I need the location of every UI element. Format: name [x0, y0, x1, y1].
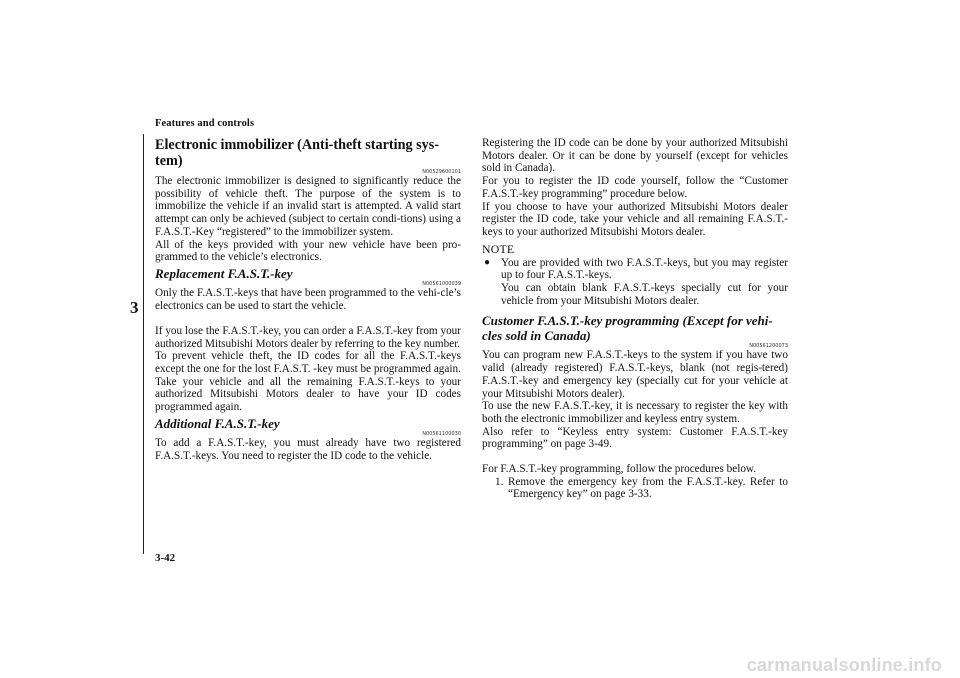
watermark: carmanualsonline.info: [746, 655, 942, 675]
customer-programming-code: N00561200073: [749, 343, 788, 350]
heading-code: N00529600101: [422, 169, 461, 175]
immobilizer-heading: Electronic immobilizer (Anti-theft starting sys- tem): [155, 137, 439, 169]
note-line-2: You can obtain blank F.A.S.T.-keys specially cut for your vehicle from your Mitsubishi Motors dealer.: [501, 282, 788, 307]
section-divider: [143, 134, 144, 554]
replacement-code: N00561000039: [422, 281, 461, 288]
registration-paragraph-2: For you to register the ID code yourself, follow the “Customer F.A.S.T.-key programming” procedure below.: [482, 175, 788, 200]
step-number: 1.: [495, 475, 504, 488]
customer-paragraph-3: Also refer to “Keyless entry system: Customer F.A.S.T.-key programming” on page 3-49.: [482, 425, 788, 451]
replacement-paragraph-2: If you lose the F.A.S.T.-key, you can order a F.A.S.T.-key from your authorized Mitsubishi Motors dealer by referring to the key number.: [155, 324, 461, 350]
customer-paragraph-2: To use the new F.A.S.T.-key, it is necessary to register the key with both the electronic immobilizer and keyless entry system.: [482, 400, 788, 425]
intro-paragraph: The electronic immobilizer is designed to significantly reduce the possibility of vehicle theft. The purpose of the system is to immobilize the vehicle if an invalid start is attempted. A valid start attempt can only be achieved (subject to certain condi-tions) using a F.A.S.T.-Key “registered” to the immobilizer system.: [155, 175, 461, 238]
additional-heading: Additional F.A.S.T.-key: [155, 415, 280, 431]
right-column: [482, 137, 788, 501]
replacement-heading: Replacement F.A.S.T.-key: [155, 265, 293, 281]
bullet-icon: ●: [484, 256, 491, 268]
additional-code: N00561100030: [422, 431, 461, 438]
left-column: [155, 136, 461, 463]
customer-programming-heading: Customer F.A.S.T.-key programming (Except for vehi- cles sold in Canada): [482, 313, 773, 343]
customer-paragraph-1: You can program new F.A.S.T.-keys to the system if you have two valid (already registered) F.A.S.T.-keys, blank (not regis-tered) F.A.S.T.-key and emergency key (specially cut for your vehicle at your Mitsubishi Motors dealer).: [482, 349, 788, 400]
chapter-header: Features and controls: [155, 118, 255, 129]
page-number: 3-42: [155, 552, 176, 564]
note-line-1: You are provided with two F.A.S.T.-keys, but you may register up to four F.A.S.T.-keys.: [501, 256, 788, 282]
registration-paragraph-1: Registering the ID code can be done by your authorized Mitsubishi Motors dealer. Or it can be done by yourself (except for vehicles sold in Canada).: [482, 137, 788, 175]
note-box: [482, 242, 788, 308]
step-text: Remove the emergency key from the F.A.S.T.-key. Refer to “Emergency key” on page 3-33.: [508, 475, 788, 501]
section-number: 3: [130, 298, 139, 317]
customer-paragraph-4: For F.A.S.T.-key programming, follow the procedures below.: [482, 463, 757, 476]
replacement-paragraph-3: To prevent vehicle theft, the ID codes for all the F.A.S.T.-keys except the one for the lost F.A.S.T. -key must be programmed again.: [155, 350, 461, 375]
note-title: NOTE: [482, 241, 515, 256]
note-item: [482, 257, 788, 308]
intro-paragraph-2: All of the keys provided with your new vehicle have been pro-grammed to the vehicle’s electronics.: [155, 238, 461, 264]
registration-paragraph-3: If you choose to have your authorized Mitsubishi Motors dealer register the ID code, take your vehicle and all remaining F.A.S.T.-keys to your authorized Mitsubishi Motors dealer.: [482, 200, 788, 238]
replacement-paragraph-4: Take your vehicle and all the remaining F.A.S.T.-keys to your authorized Mitsubishi Motors dealer to have your ID codes programmed again.: [155, 375, 461, 414]
additional-paragraph: To add a F.A.S.T.-key, you must already have two registered F.A.S.T.-keys. You need to register the ID code to the vehicle.: [155, 437, 461, 462]
replacement-paragraph-1: Only the F.A.S.T.-keys that have been programmed to the vehi-cle’s electronics can be used to start the vehicle.: [155, 287, 461, 313]
procedure-step: [482, 476, 788, 501]
